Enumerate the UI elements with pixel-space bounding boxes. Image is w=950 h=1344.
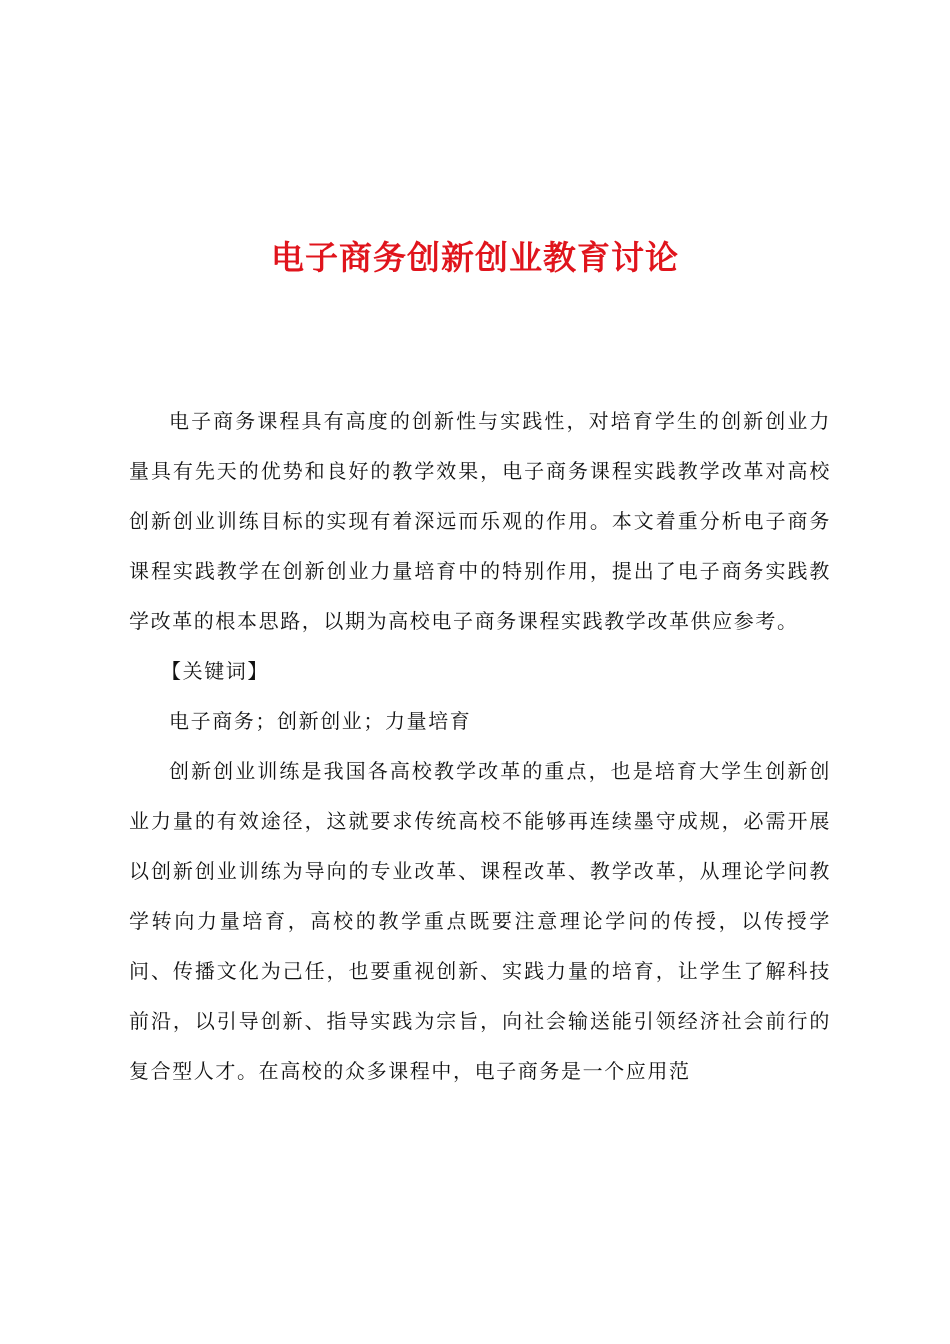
keywords-text: 电子商务；创新创业；力量培育 (169, 709, 472, 733)
body-paragraph: 创新创业训练是我国各高校教学改革的重点，也是培育大学生创新创业力量的有效途径，这就要求传统高校不能够再连续墨守成规，必需开展以创新创业训练为导向的专业改革、课程改革、教学改革，从理论学问教学转向力量培育，高校的教学重点既要注意理论学问的传授，以传授学问、传播文化为己任，也要重视创新、实践力量的培育，让学生了解科技前沿，以引导创新、指导实践为宗旨，向社会输送能引领经济社会前行的复合型人才。在高校的众多课程中，电子商务是一个应用范 (129, 759, 831, 1083)
document-body (129, 396, 831, 1096)
keywords-heading: 【关键词】 (161, 659, 269, 683)
abstract-paragraph: 电子商务课程具有高度的创新性与实践性，对培育学生的创新创业力量具有先天的优势和良好的教学效果，电子商务课程实践教学改革对高校创新创业训练目标的实现有着深远而乐观的作用。本文着重分析电子商务课程实践教学在创新创业力量培育中的特别作用，提出了电子商务实践教学改革的根本思路，以期为高校电子商务课程实践教学改革供应参考。 (129, 409, 831, 633)
document-title: 电子商务创新创业教育讨论 (271, 238, 679, 278)
